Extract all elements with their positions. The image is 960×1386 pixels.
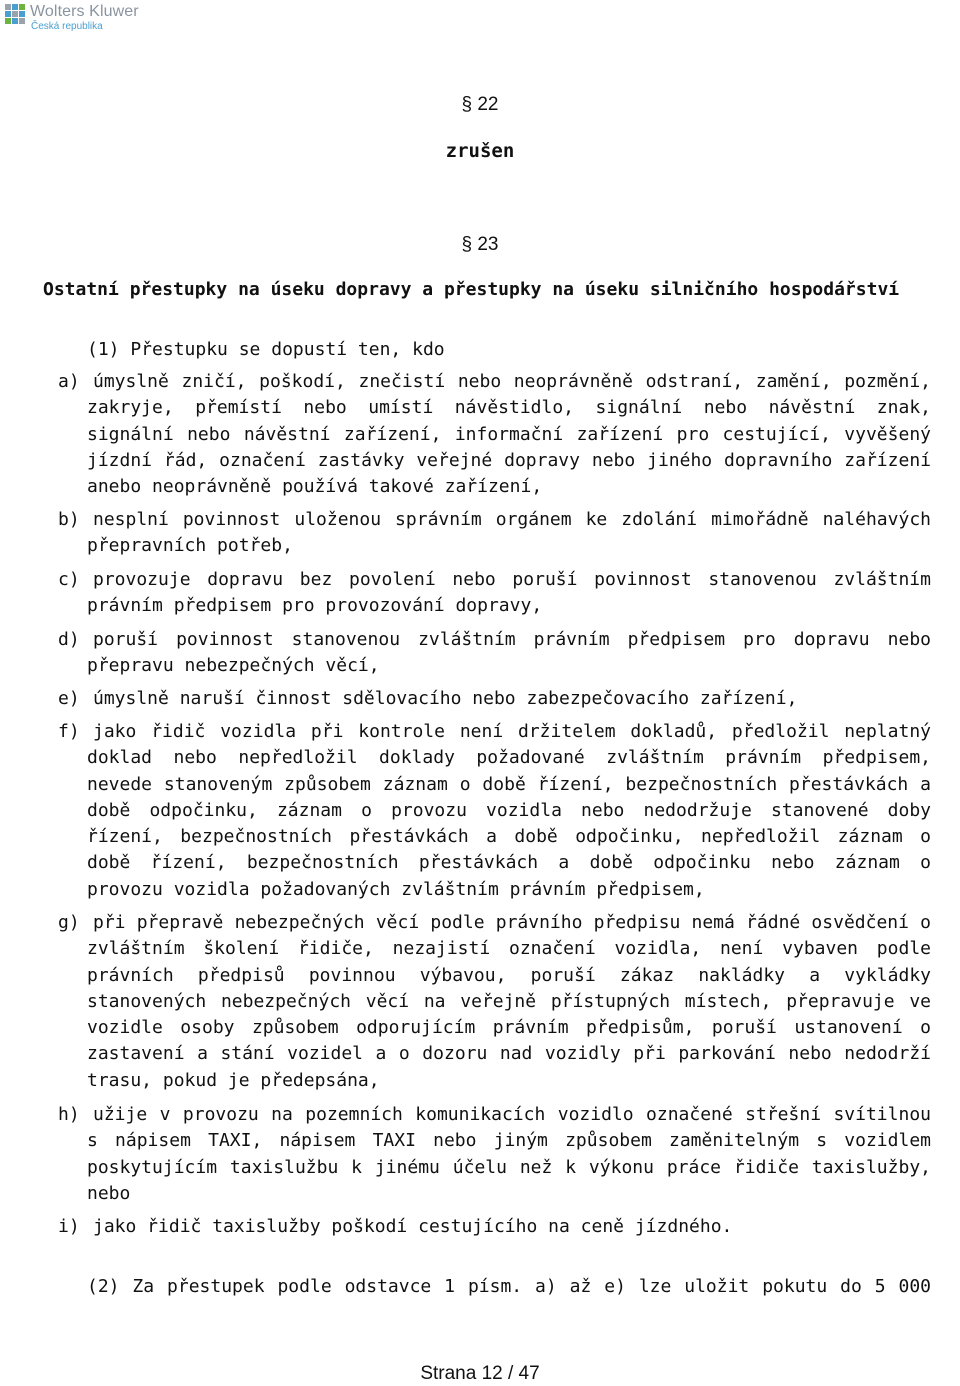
list-item-text: jako řidič vozidla při kontrole není držitelem dokladů, předložil neplatný doklad nebo nepředložil doklady požadované zvláštním právním předpisem, nevede stanoveným způsobem záznam o době řízení, bezpečnostních přestávkách a době odpočinku, záznam o provozu vozidla nebo nedodržuje stanovené doby řízení, bezpečnostních přestávkách a době odpočinku, nepředložil záznam o době řízení, bezpečnostních přestávkách a době odpočinku nebo záznam o provozu vozidla požadovaných zvláštním právním předpisem, [87, 721, 931, 900]
list-item-text: úmyslně naruší činnost sdělovacího nebo zabezpečovacího zařízení, [93, 688, 798, 709]
list-item-text: úmyslně zničí, poškodí, znečistí nebo neoprávněně odstraní, zamění, pozmění, zakryje, přemístí nebo umístí návěstidlo, signální nebo návěstní znak, signální nebo návěstní zařízení, informační zařízení pro cestující, vyvěšený jízdní řád, označení zastávky veřejné dopravy nebo jiného dopravního zařízení anebo neoprávněně používá takové zařízení, [87, 371, 931, 498]
brand-subtitle: Česká republika [31, 21, 103, 32]
page-number: Strana 12 / 47 [420, 1363, 540, 1384]
brand-name: Wolters Kluwer [30, 3, 139, 20]
list-item-text: při přepravě nebezpečných věcí podle právního předpisu nemá řádné osvědčení o zvláštním školení řidiče, nezajistí označení vozidla, není vybaven podle právních předpisů povinnou výbavou, poruší zákaz nakládky a vykládky stanovených nebezpečných věcí na veřejně přístupných místech, přepravuje ve vozidle osoby způsobem odporujícím právním předpisům, poruší ustanovení o zastavení a stání vozidel a o dozoru nad vozidly při parkování nebo nedodrží trasu, pokud je předepsána, [87, 912, 931, 1091]
list-item-text: provozuje dopravu bez povolení nebo poruší povinnost stanovenou zvláštním právním předpisem pro provozování dopravy, [87, 569, 931, 617]
section-22-number: § 22 [461, 94, 499, 115]
list-item-label: f) [58, 721, 80, 742]
section-22-status: zrušen [445, 140, 515, 162]
paragraph-1-intro: (1) Přestupku se dopustí ten, kdo [87, 339, 445, 360]
section-23-title: Ostatní přestupky na úseku dopravy a přestupky na úseku silničního hospodářství [43, 279, 900, 300]
list-item [58, 369, 931, 500]
list-item [58, 719, 931, 903]
list-item-label: b) [58, 509, 80, 530]
list-item-label: c) [58, 569, 80, 590]
list-item [58, 627, 931, 680]
list-item-text: poruší povinnost stanovenou zvláštním právním předpisem pro dopravu nebo přepravu nebezpečných věcí, [87, 629, 931, 677]
list-item [58, 1214, 931, 1240]
list-item-label: d) [58, 629, 80, 650]
list-item [58, 1102, 931, 1207]
paragraph-2: (2) Za přestupek podle odstavce 1 písm. a) až e) lze uložit pokutu do 5 000 [87, 1276, 931, 1297]
list-item-label: e) [58, 688, 80, 709]
list-item [58, 567, 931, 620]
list-item-label: i) [58, 1216, 80, 1237]
list-item-label: a) [58, 371, 80, 392]
list-item [58, 686, 931, 712]
section-23-number: § 23 [461, 234, 499, 255]
list-item-label: g) [58, 912, 80, 933]
list-item [58, 910, 931, 1094]
list-item-text: jako řidič taxislužby poškodí cestujícího na ceně jízdného. [93, 1216, 733, 1237]
list-item [58, 507, 931, 560]
header-logo [4, 3, 139, 32]
list-item-label: h) [58, 1104, 80, 1125]
wolters-kluwer-logo-icon [4, 3, 26, 31]
list-item-text: užije v provozu na pozemních komunikacích vozidlo označené střešní svítilnou s nápisem TAXI, nápisem TAXI nebo jiným způsobem zaměnitelným s vozidlem poskytujícím taxislužbu k jinému účelu než k výkonu práce řidiče taxislužby, nebo [87, 1104, 931, 1204]
list-item-text: nesplní povinnost uloženou správním orgánem ke zdolání mimořádně naléhavých přepravních potřeb, [87, 509, 931, 557]
